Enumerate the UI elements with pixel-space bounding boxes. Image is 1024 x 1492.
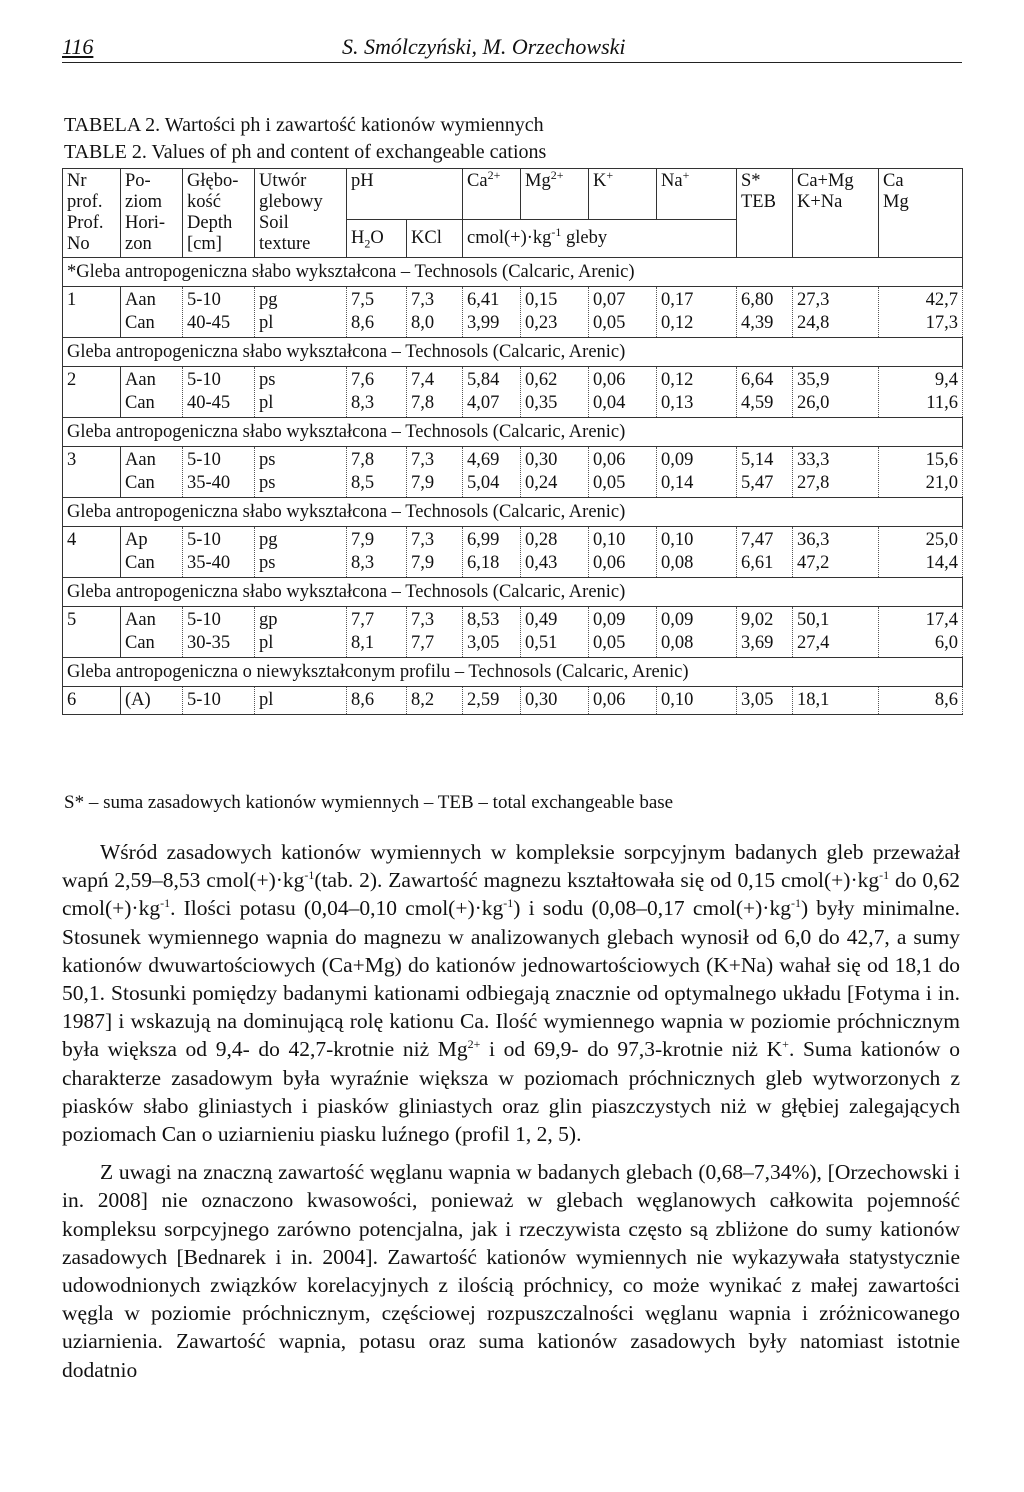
cell-value: 6,18: [467, 553, 500, 573]
cell-value: 0,09: [593, 610, 626, 630]
cell-camg: [793, 607, 879, 658]
cell-cam: [879, 367, 963, 418]
header-k: K+: [589, 169, 657, 220]
cell-value: 0,62: [525, 370, 558, 390]
cell-value: 5-10: [187, 610, 221, 630]
soil-type-band: [63, 418, 963, 447]
cell-value: 8,1: [351, 633, 375, 653]
cell-ca: [463, 687, 521, 715]
cell-na: [657, 687, 737, 715]
table-row: [63, 367, 963, 418]
cell-mg: [521, 287, 589, 338]
cell-h2o: [347, 687, 407, 715]
header-profile-no: Nr prof. Prof. No: [63, 169, 121, 258]
cell-value: 0,12: [661, 313, 694, 333]
cell-h2o: [347, 287, 407, 338]
cell-value: 26,0: [797, 393, 830, 413]
cell-value: ps: [259, 553, 276, 573]
cell-cam: [879, 607, 963, 658]
cell-value: 0,15: [525, 290, 558, 310]
cell-value: 0,12: [661, 370, 694, 390]
cell-kcl: [407, 687, 463, 715]
cell-hor: [121, 367, 183, 418]
soil-type-label: Gleba antropogeniczna słabo wykształcona – Technosols (Calcaric, Arenic): [63, 418, 963, 447]
cell-depth: [183, 687, 255, 715]
cell-value: 3,05: [467, 633, 500, 653]
cell-value: 7,3: [411, 530, 435, 550]
header-h2o: $H_2O$: [347, 220, 407, 258]
soil-type-label: Gleba antropogeniczna słabo wykształcona – Technosols (Calcaric, Arenic): [63, 578, 963, 607]
table-row: [63, 527, 963, 578]
cell-value: 0,06: [593, 370, 626, 390]
cell-s: [737, 447, 793, 498]
cell-h2o: [347, 527, 407, 578]
cell-value: 7,5: [351, 290, 375, 310]
cell-value: 2,59: [467, 690, 500, 710]
cell-camg: [793, 287, 879, 338]
running-head-authors: S. Smólczyński, M. Orzechowski: [342, 34, 626, 59]
cell-value: 5,47: [741, 473, 774, 493]
cell-value: 5-10: [187, 370, 221, 390]
cell-value: 21,0: [925, 473, 958, 493]
cell-s: [737, 607, 793, 658]
cell-value: 7,3: [411, 610, 435, 630]
cell-value: 0,49: [525, 610, 558, 630]
cell-value: 7,6: [351, 370, 375, 390]
cell-value: 15,6: [925, 450, 958, 470]
cell-hor: [121, 607, 183, 658]
cell-depth: [183, 367, 255, 418]
cell-value: 0,51: [525, 633, 558, 653]
cell-value: 0,13: [661, 393, 694, 413]
cell-na: [657, 447, 737, 498]
header-rule: [62, 62, 962, 63]
cell-value: 35,9: [797, 370, 830, 390]
cell-value: 40-45: [187, 313, 231, 333]
cell-value: 0,07: [593, 290, 626, 310]
cell-kcl: [407, 607, 463, 658]
cell-value: 8,6: [934, 690, 958, 710]
cell-value: 0,04: [593, 393, 626, 413]
cell-mg: [521, 527, 589, 578]
cell-value: 3,69: [741, 633, 774, 653]
cell-tex: [255, 367, 347, 418]
soil-type-band: [63, 258, 963, 287]
cell-k: [589, 527, 657, 578]
cell-value: 7,47: [741, 530, 774, 550]
soil-type-label: Gleba antropogeniczna słabo wykształcona – Technosols (Calcaric, Arenic): [63, 498, 963, 527]
soil-type-band: [63, 498, 963, 527]
cell-value: Aan: [125, 450, 156, 470]
cell-value: Can: [125, 473, 155, 493]
cell-value: 25,0: [925, 530, 958, 550]
cell-value: 17,3: [925, 313, 958, 333]
cell-value: 36,3: [797, 530, 830, 550]
cell-value: Can: [125, 633, 155, 653]
cell-value: 35-40: [187, 553, 231, 573]
cell-value: 7,3: [411, 450, 435, 470]
cell-camg: [793, 367, 879, 418]
cell-value: Aan: [125, 610, 156, 630]
cell-value: 11,6: [926, 393, 958, 413]
cell-camg: [793, 527, 879, 578]
cell-mg: [521, 367, 589, 418]
cell-k: [589, 687, 657, 715]
cell-value: 7,8: [351, 450, 375, 470]
cell-value: 24,8: [797, 313, 830, 333]
cell-na: [657, 287, 737, 338]
cell-value: 0,35: [525, 393, 558, 413]
header-unit: $cmol(+)\cdot kg^{-1}$ gleby: [463, 220, 737, 258]
cell-depth: [183, 527, 255, 578]
soil-type-label: Gleba antropogeniczna słabo wykształcona – Technosols (Calcaric, Arenic): [63, 338, 963, 367]
cell-value: Aan: [125, 370, 156, 390]
cell-value: 0,09: [661, 610, 694, 630]
cell-k: [589, 287, 657, 338]
cell-value: 33,3: [797, 450, 830, 470]
cell-value: pl: [259, 313, 274, 333]
cations-table: [62, 168, 963, 715]
cell-s: [737, 527, 793, 578]
cell-ca: [463, 367, 521, 418]
cell-k: [589, 367, 657, 418]
soil-type-band: [63, 578, 963, 607]
cell-value: 9,02: [741, 610, 774, 630]
cell-value: 8,2: [411, 690, 435, 710]
cell-value: pl: [259, 633, 274, 653]
soil-type-label: *Gleba antropogeniczna słabo wykształcona – Technosols (Calcaric, Arenic): [63, 258, 963, 287]
soil-type-band: [63, 658, 963, 687]
cell-depth: [183, 287, 255, 338]
cell-value: 6,64: [741, 370, 774, 390]
cell-hor: [121, 687, 183, 715]
cell-value: 0,14: [661, 473, 694, 493]
table-row: [63, 607, 963, 658]
cell-value: Can: [125, 553, 155, 573]
cell-depth: [183, 607, 255, 658]
cell-s: [737, 287, 793, 338]
cell-cam: [879, 447, 963, 498]
cell-value: 0,09: [661, 450, 694, 470]
cell-value: 7,7: [411, 633, 435, 653]
cell-cam: [879, 687, 963, 715]
cell-h2o: [347, 447, 407, 498]
cell-kcl: [407, 367, 463, 418]
cell-value: 50,1: [797, 610, 830, 630]
cell-depth: [183, 447, 255, 498]
cell-cam: [879, 287, 963, 338]
cell-value: pg: [259, 530, 278, 550]
caption-english: TABLE 2. Values of ph and content of exchangeable cations: [64, 141, 547, 163]
cell-value: ps: [259, 370, 276, 390]
header-camg-kna: Ca+Mg K+Na: [793, 169, 879, 258]
cell-value: 8,6: [351, 313, 375, 333]
soil-type-band: [63, 338, 963, 367]
cell-value: ps: [259, 450, 276, 470]
cell-profile-no: 6: [63, 687, 121, 715]
cell-value: 0,10: [593, 530, 626, 550]
cell-value: 5-10: [187, 690, 221, 710]
cell-value: 7,7: [351, 610, 375, 630]
cell-value: 7,9: [411, 473, 435, 493]
header-ca-mg: Ca Mg: [879, 169, 963, 258]
table-row: [63, 447, 963, 498]
cell-tex: [255, 527, 347, 578]
cell-value: 42,7: [925, 290, 958, 310]
cell-value: 0,06: [593, 553, 626, 573]
cell-value: 0,30: [525, 690, 558, 710]
cell-value: 8,3: [351, 393, 375, 413]
header-texture: Utwór glebowy Soil texture: [255, 169, 347, 258]
table-footnote: S* – suma zasadowych kationów wymiennych – TEB – total exchangeable base: [64, 792, 674, 813]
cell-value: 5,04: [467, 473, 500, 493]
cell-value: 30-35: [187, 633, 231, 653]
cell-value: 7,9: [411, 553, 435, 573]
cell-value: 6,99: [467, 530, 500, 550]
cell-value: 6,41: [467, 290, 500, 310]
header-ph: pH: [347, 169, 463, 220]
cell-value: (A): [125, 690, 151, 710]
cell-ca: [463, 607, 521, 658]
cell-s: [737, 367, 793, 418]
cell-mg: [521, 447, 589, 498]
table-row: [63, 287, 963, 338]
cell-tex: [255, 287, 347, 338]
cell-value: pl: [259, 393, 274, 413]
cell-value: 0,23: [525, 313, 558, 333]
cell-value: 0,24: [525, 473, 558, 493]
cell-k: [589, 447, 657, 498]
cell-profile-no: 1: [63, 287, 121, 338]
cell-value: 4,07: [467, 393, 500, 413]
cell-value: 18,1: [797, 690, 830, 710]
cell-value: 7,4: [411, 370, 435, 390]
body-text: [62, 838, 960, 1384]
cell-na: [657, 607, 737, 658]
cell-value: 7,3: [411, 290, 435, 310]
cell-camg: [793, 447, 879, 498]
cell-value: 0,10: [661, 530, 694, 550]
header-depth: Głębo- kość Depth [cm]: [183, 169, 255, 258]
caption-polish: TABELA 2. Wartości ph i zawartość kationów wymiennych: [64, 114, 544, 136]
table-header-row: [63, 169, 963, 220]
cell-value: 27,4: [797, 633, 830, 653]
cell-value: 8,0: [411, 313, 435, 333]
header-mg: $Mg^{2+}$: [521, 169, 589, 220]
cell-value: pg: [259, 290, 278, 310]
cell-value: 0,08: [661, 553, 694, 573]
header-s-teb: S* TEB: [737, 169, 793, 258]
cell-value: 17,4: [925, 610, 958, 630]
cell-value: 5-10: [187, 290, 221, 310]
cell-na: [657, 367, 737, 418]
cell-value: 6,61: [741, 553, 774, 573]
header-horizon: Po- ziom Hori- zon: [121, 169, 183, 258]
cell-value: 8,3: [351, 553, 375, 573]
cell-value: 14,4: [925, 553, 958, 573]
cell-value: 5,14: [741, 450, 774, 470]
cell-value: 0,06: [593, 690, 626, 710]
cell-value: 3,99: [467, 313, 500, 333]
cell-value: 9,4: [934, 370, 958, 390]
running-header: [62, 22, 962, 62]
cell-hor: [121, 287, 183, 338]
cell-kcl: [407, 287, 463, 338]
cell-value: 7,8: [411, 393, 435, 413]
cell-value: 0,05: [593, 313, 626, 333]
cell-value: 3,05: [741, 690, 774, 710]
cell-value: 35-40: [187, 473, 231, 493]
table-captions: [64, 112, 546, 166]
cell-mg: [521, 687, 589, 715]
cell-kcl: [407, 447, 463, 498]
cell-h2o: [347, 367, 407, 418]
soil-type-label: Gleba antropogeniczna o niewykształconym profilu – Technosols (Calcaric, Arenic): [63, 658, 963, 687]
cell-k: [589, 607, 657, 658]
page-number: 116: [62, 34, 94, 59]
cell-value: 0,28: [525, 530, 558, 550]
cell-value: 5-10: [187, 450, 221, 470]
cell-value: 0,10: [661, 690, 694, 710]
cell-value: 8,5: [351, 473, 375, 493]
cell-profile-no: 2: [63, 367, 121, 418]
cell-value: 4,39: [741, 313, 774, 333]
cell-value: 40-45: [187, 393, 231, 413]
cell-profile-no: 3: [63, 447, 121, 498]
cell-value: 4,69: [467, 450, 500, 470]
cell-camg: [793, 687, 879, 715]
paragraph-2: Z uwagi na znaczną zawartość węglanu wapnia w badanych glebach (0,68–7,34%), [Orzechowski i in. 2008] nie oznaczono kwasowości, ponieważ w glebach węglanowych całkowita pojemność kompleksu sorpcyjnego zarówno potencjalna, jak i rzeczywista często są zbliżone do sumy kationów zasadowych [Bednarek i in. 2004]. Zawartość kationów wymiennych nie wykazywała statystycznie udowodnionych związków korelacyjnych z ilością próchnicy, co może wynikać z małej zawartości węgla w poziomie próchnicznym, częściowej rozpuszczalności węglanu wapnia i zróżnicowanego uziarnienia. Zawartość wapnia, potasu oraz suma kationów zasadowych były natomiast istotnie dodatnio: [62, 1160, 960, 1382]
cell-value: gp: [259, 610, 278, 630]
cell-value: ps: [259, 473, 276, 493]
cell-value: 7,9: [351, 530, 375, 550]
header-kcl: KCl: [407, 220, 463, 258]
cell-value: 4,59: [741, 393, 774, 413]
paragraph-1: Wśród zasadowych kationów wymiennych w kompleksie sorpcyjnym badanych gleb przeważał wapń 2,59–8,53 $cmol(+)\cdot kg^{-1}(tab$. 2). Zawartość magnezu kształtowała się od 0,15 $cmol(+)\cdot kg^{-1}$ do 0,62 $cmol(+)\cdot kg^{-1}$. Ilości potasu (0,04–0,10 $cmol(+)\cdot kg^{-1}$) i sodu (0,08–0,17 $cmol(+)\cdot kg^{-1}$) były minimalne. Stosunek wymiennego wapnia do magnezu w analizowanych glebach wynosił od 6,0 do 42,7, a sumy kationów dwuwartościowych (Ca+Mg) do kationów jednowartościowych (K+Na) wahał się od 18,1 do 50,1. Stosunki pomiędzy badanymi kationami odbiegają znacznie od optymalnego układu [Fotyma i in. 1987] i wskazują na dominującą rolę kationu Ca. Ilość wymiennego wapnia w poziomie próchnicznym była większa od 9,4- do 42,7-krotnie niż $Mg^{2+}$ i od 69,9- do 97,3-krotnie niż K+. Suma kationów o charakterze zasadowym była wyraźnie większa w poziomach próchnicznych gleb wytworzonych z piasków słabo gliniastych i piasków gliniastych oraz glin piaszczystych niż w głębiej zalegających poziomach Can o uziarnieniu piasku luźnego (profil 1, 2, 5).: [62, 840, 960, 1147]
cell-value: 0,06: [593, 450, 626, 470]
cell-value: 27,3: [797, 290, 830, 310]
cell-value: 0,30: [525, 450, 558, 470]
cell-value: 0,17: [661, 290, 694, 310]
cell-value: 8,6: [351, 690, 375, 710]
cell-value: 0,08: [661, 633, 694, 653]
cell-cam: [879, 527, 963, 578]
cell-h2o: [347, 607, 407, 658]
header-ca: $Ca^{2+}$: [463, 169, 521, 220]
cell-tex: [255, 687, 347, 715]
cell-hor: [121, 447, 183, 498]
cell-profile-no: 5: [63, 607, 121, 658]
cell-value: 5,84: [467, 370, 500, 390]
table-row: [63, 687, 963, 715]
cell-tex: [255, 447, 347, 498]
cell-value: 8,53: [467, 610, 500, 630]
cell-value: 5-10: [187, 530, 221, 550]
cell-value: 0,05: [593, 473, 626, 493]
cell-value: 0,43: [525, 553, 558, 573]
cell-kcl: [407, 527, 463, 578]
cell-na: [657, 527, 737, 578]
cell-value: 6,0: [934, 633, 958, 653]
cell-value: 0,05: [593, 633, 626, 653]
cell-value: Can: [125, 393, 155, 413]
cell-ca: [463, 527, 521, 578]
header-na: Na+: [657, 169, 737, 220]
cell-hor: [121, 527, 183, 578]
cell-profile-no: 4: [63, 527, 121, 578]
cell-value: 6,80: [741, 290, 774, 310]
cell-value: pl: [259, 690, 274, 710]
cell-value: 27,8: [797, 473, 830, 493]
cell-ca: [463, 447, 521, 498]
cell-tex: [255, 607, 347, 658]
cell-mg: [521, 607, 589, 658]
cell-value: Aan: [125, 290, 156, 310]
cell-value: Ap: [125, 530, 148, 550]
cell-value: Can: [125, 313, 155, 333]
cell-s: [737, 687, 793, 715]
cell-value: 47,2: [797, 553, 830, 573]
cell-ca: [463, 287, 521, 338]
